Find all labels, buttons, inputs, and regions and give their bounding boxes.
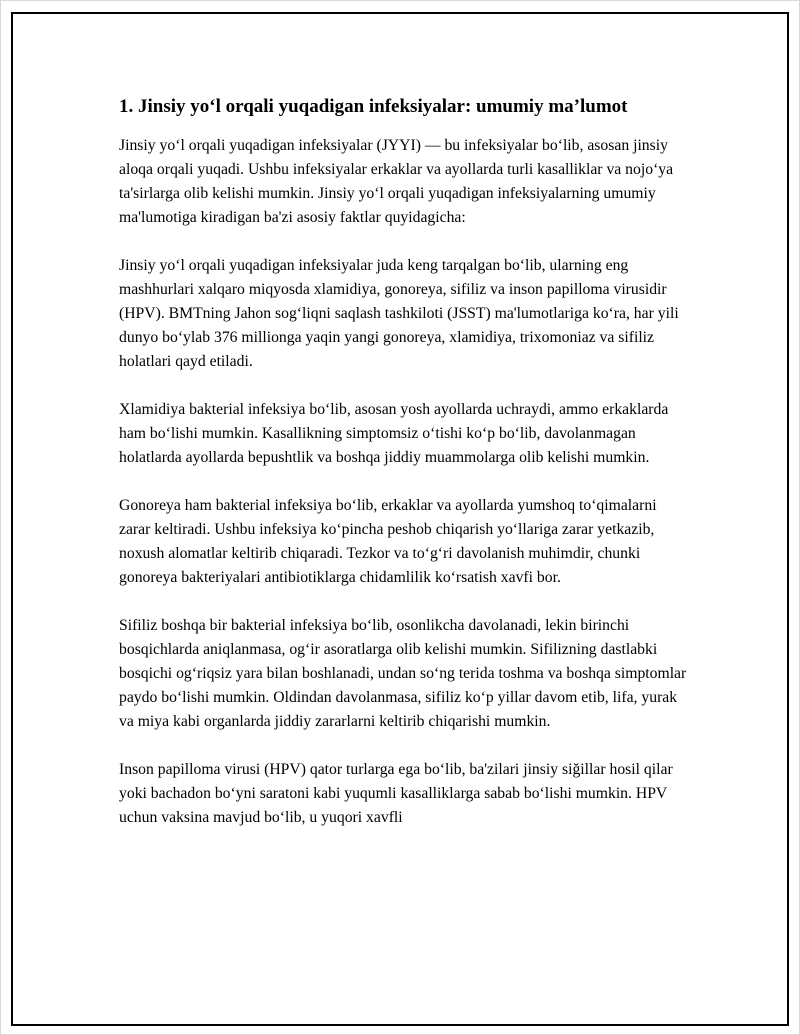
paragraph-hpv: Inson papilloma virusi (HPV) qator turlarga ega bo‘lib, ba'zilari jinsiy siğillar hosil qilar yoki bachadon bo‘yni saratoni kabi yuqumli kasalliklarga sabab bo‘lishi mumkin. HPV uchun vaksina mavjud bo‘lib, u yuqori xavfli	[119, 761, 673, 826]
document-body	[119, 93, 691, 830]
paragraph-chlamydia: Xlamidiya bakterial infeksiya bo‘lib, asosan yosh ayollarda uchraydi, ammo erkaklarda ham bo‘lishi mumkin. Kasallikning simptomsiz o‘tishi ko‘p bo‘lib, davolanmagan holatlarda ayollarda bepushtlik va boshqa jiddiy muammolarga olib kelishi mumkin.	[119, 401, 669, 466]
section-heading: 1. Jinsiy yo‘l orqali yuqadigan infeksiyalar: umumiy ma’lumot	[119, 96, 628, 117]
paragraph-syphilis: Sifiliz boshqa bir bakterial infeksiya bo‘lib, osonlikcha davolanadi, lekin birinchi bosqichlarda aniqlanmasa, og‘ir asoratlarga olib kelishi mumkin. Sifilizning dastlabki bosqichi og‘riqsiz yara bilan boshlanadi, undan so‘ng terida toshma va boshqa simptomlar paydo bo‘lishi mumkin. Oldindan davolanmasa, sifiliz ko‘p yillar davom etib, lifa, yurak va miya kabi organlarda jiddiy zararlarni keltirib chiqarishi mumkin.	[119, 617, 687, 730]
paragraph-prevalence: Jinsiy yo‘l orqali yuqadigan infeksiyalar juda keng tarqalgan bo‘lib, ularning eng mashhurlari xalqaro miqyosda xlamidiya, gonoreya, sifiliz va inson papilloma virusidir (HPV). BMTning Jahon sog‘liqni saqlash tashkiloti (JSST) ma'lumotlariga ko‘ra, har yili dunyo bo‘ylab 376 millionga yaqin yangi gonoreya, xlamidiya, trixomoniaz va sifiliz holatlari qayd etiladi.	[119, 257, 679, 370]
paragraph-gonorrhea: Gonoreya ham bakterial infeksiya bo‘lib, erkaklar va ayollarda yumshoq to‘qimalarni zarar keltiradi. Ushbu infeksiya ko‘pincha peshob chiqarish yo‘llariga zarar yetkazib, noxush alomatlar keltirib chiqaradi. Tezkor va to‘g‘ri davolanish muhimdir, chunki gonoreya bakteriyalari antibiotiklarga chidamlilik ko‘rsatish xavfi bor.	[119, 497, 657, 586]
paragraph-intro: Jinsiy yo‘l orqali yuqadigan infeksiyalar (JYYI) — bu infeksiyalar bo‘lib, asosan jinsiy aloqa orqali yuqadi. Ushbu infeksiyalar erkaklar va ayollarda turli kasalliklar va nojo‘ya ta'sirlarga olib kelishi mumkin. Jinsiy yo‘l orqali yuqadigan infeksiyalarning umumiy ma'lumotiga kiradigan ba'zi asosiy faktlar quyidagicha:	[119, 137, 674, 226]
